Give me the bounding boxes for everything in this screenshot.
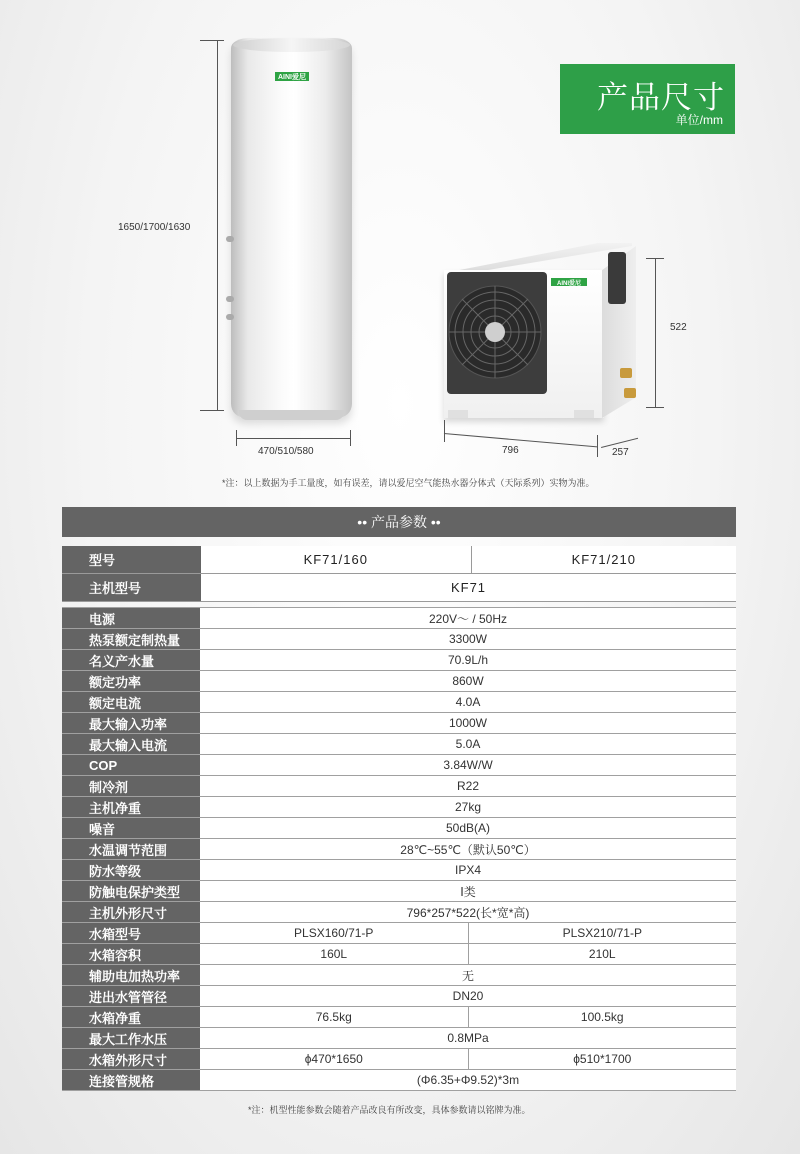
row-value: 100.5kg — [468, 1007, 736, 1028]
row-value: 3.84W/W — [200, 755, 736, 776]
tank-body — [231, 38, 352, 418]
row-value: ϕ470*1650 — [200, 1049, 468, 1070]
table-row — [62, 776, 736, 797]
disclaimer-note-top: *注：以上数据为手工量度，如有误差，请以爱尼空气能热水器分体式（天际系列）实物为准。 — [222, 478, 595, 488]
unit-width-label: 796 — [502, 445, 519, 456]
row-label: 防水等级 — [62, 860, 200, 881]
table-row — [62, 986, 736, 1007]
table-row — [62, 650, 736, 671]
table-row — [62, 629, 736, 650]
outdoor-unit-fan-housing — [447, 272, 547, 394]
valve-icon — [620, 368, 632, 378]
row-label: 进出水管管径 — [62, 986, 200, 1007]
row-value: KF71 — [201, 574, 736, 602]
table-row — [62, 734, 736, 755]
tank-diameter-label: 470/510/580 — [258, 446, 314, 457]
outdoor-unit-logo: AINI爱尼 — [551, 278, 587, 286]
badge-unit: 单位/mm — [675, 113, 723, 127]
row-label: 连接管规格 — [62, 1070, 200, 1091]
row-value: Ⅰ类 — [200, 881, 736, 902]
table-row — [62, 923, 736, 944]
tank-height-tick-top — [200, 40, 224, 41]
unit-width-tick-left — [444, 420, 445, 442]
row-value: KF71/160 — [201, 546, 471, 574]
row-label: 最大输入电流 — [62, 734, 200, 755]
unit-foot — [448, 410, 468, 418]
section-header-product-params — [62, 507, 736, 537]
tank-height-label: 1650/1700/1630 — [118, 222, 191, 233]
row-label: 主机净重 — [62, 797, 200, 818]
section-title: •• 产品参数 •• — [357, 514, 441, 530]
table-row — [62, 818, 736, 839]
outdoor-unit-panel — [608, 252, 626, 304]
tank-base — [239, 410, 344, 420]
table-row — [62, 1007, 736, 1028]
table-row — [62, 671, 736, 692]
row-value: 76.5kg — [200, 1007, 468, 1028]
row-value: 210L — [468, 944, 736, 965]
row-label: 防触电保护类型 — [62, 881, 200, 902]
table-row — [62, 1049, 736, 1070]
row-label: 辅助电加热功率 — [62, 965, 200, 986]
table-row — [62, 1070, 736, 1091]
valve-icon — [624, 388, 636, 398]
row-label: 主机型号 — [62, 574, 201, 602]
table-row — [62, 608, 736, 629]
row-label: 水箱净重 — [62, 1007, 200, 1028]
table-row — [62, 902, 736, 923]
row-value: 70.9L/h — [200, 650, 736, 671]
row-label: 水温调节范围 — [62, 839, 200, 860]
tank-diameter-tick-right — [350, 430, 351, 446]
row-label: 最大工作水压 — [62, 1028, 200, 1049]
row-label: 额定功率 — [62, 671, 200, 692]
row-value: IPX4 — [200, 860, 736, 881]
row-value: 220V～ / 50Hz — [200, 608, 736, 629]
row-value: ϕ510*1700 — [468, 1049, 736, 1070]
unit-height-label: 522 — [670, 322, 687, 333]
tank-diameter-line — [236, 438, 350, 439]
row-value: 无 — [200, 965, 736, 986]
row-value: 28℃~55℃（默认50℃） — [200, 839, 736, 860]
row-label: 额定电流 — [62, 692, 200, 713]
unit-height-line — [655, 258, 656, 408]
tank-cap — [233, 38, 350, 52]
row-label: 主机外形尺寸 — [62, 902, 200, 923]
table-row — [62, 881, 736, 902]
row-value: 860W — [200, 671, 736, 692]
outdoor-unit-top — [444, 243, 632, 273]
row-label: COP — [62, 755, 200, 776]
section-badge-product-size — [560, 64, 735, 134]
table-row — [62, 965, 736, 986]
row-label: 水箱外形尺寸 — [62, 1049, 200, 1070]
unit-width-line — [444, 433, 598, 447]
model-table — [62, 546, 736, 602]
row-value: 1000W — [200, 713, 736, 734]
tank-pipe — [226, 314, 234, 320]
row-value: 796*257*522(长*宽*高) — [200, 902, 736, 923]
row-value: PLSX210/71-P — [468, 923, 736, 944]
row-value: KF71/210 — [471, 546, 736, 574]
table-row — [62, 797, 736, 818]
table-row — [62, 1028, 736, 1049]
row-label: 制冷剂 — [62, 776, 200, 797]
row-label: 最大输入功率 — [62, 713, 200, 734]
table-row — [62, 574, 736, 602]
row-label: 噪音 — [62, 818, 200, 839]
tank-height-line — [217, 40, 218, 411]
row-value: (Φ6.35+Φ9.52)*3m — [200, 1070, 736, 1091]
row-label: 名义产水量 — [62, 650, 200, 671]
table-row — [62, 860, 736, 881]
table-row — [62, 692, 736, 713]
badge-title: 产品尺寸 — [597, 80, 725, 115]
tank-pipe — [226, 296, 234, 302]
spec-table — [62, 607, 736, 1091]
table-row — [62, 546, 736, 574]
table-row — [62, 839, 736, 860]
fan-icon — [447, 272, 547, 394]
disclaimer-note-bottom: *注：机型性能参数会随着产品改良有所改变，具体参数请以铭牌为准。 — [248, 1105, 531, 1115]
row-label: 型号 — [62, 546, 201, 574]
row-value: 3300W — [200, 629, 736, 650]
row-label: 水箱型号 — [62, 923, 200, 944]
row-value: 27kg — [200, 797, 736, 818]
table-row — [62, 755, 736, 776]
tank-pipe — [226, 236, 234, 242]
row-value: 4.0A — [200, 692, 736, 713]
row-label: 热泵额定制热量 — [62, 629, 200, 650]
row-value: 160L — [200, 944, 468, 965]
unit-height-tick-top — [646, 258, 664, 259]
unit-foot — [574, 410, 594, 418]
unit-depth-label: 257 — [612, 447, 629, 458]
water-tank-image — [231, 38, 352, 424]
row-value: R22 — [200, 776, 736, 797]
tank-diameter-tick-left — [236, 430, 237, 446]
table-row — [62, 713, 736, 734]
row-value: DN20 — [200, 986, 736, 1007]
row-value: PLSX160/71-P — [200, 923, 468, 944]
row-value: 5.0A — [200, 734, 736, 755]
row-value: 0.8MPa — [200, 1028, 736, 1049]
row-label: 水箱容积 — [62, 944, 200, 965]
tank-height-tick-bottom — [200, 410, 224, 411]
tank-logo: AINI爱尼 — [275, 72, 309, 81]
table-row — [62, 944, 736, 965]
unit-height-tick-bottom — [646, 407, 664, 408]
unit-width-tick-right — [597, 435, 598, 457]
row-label: 电源 — [62, 608, 200, 629]
row-value: 50dB(A) — [200, 818, 736, 839]
